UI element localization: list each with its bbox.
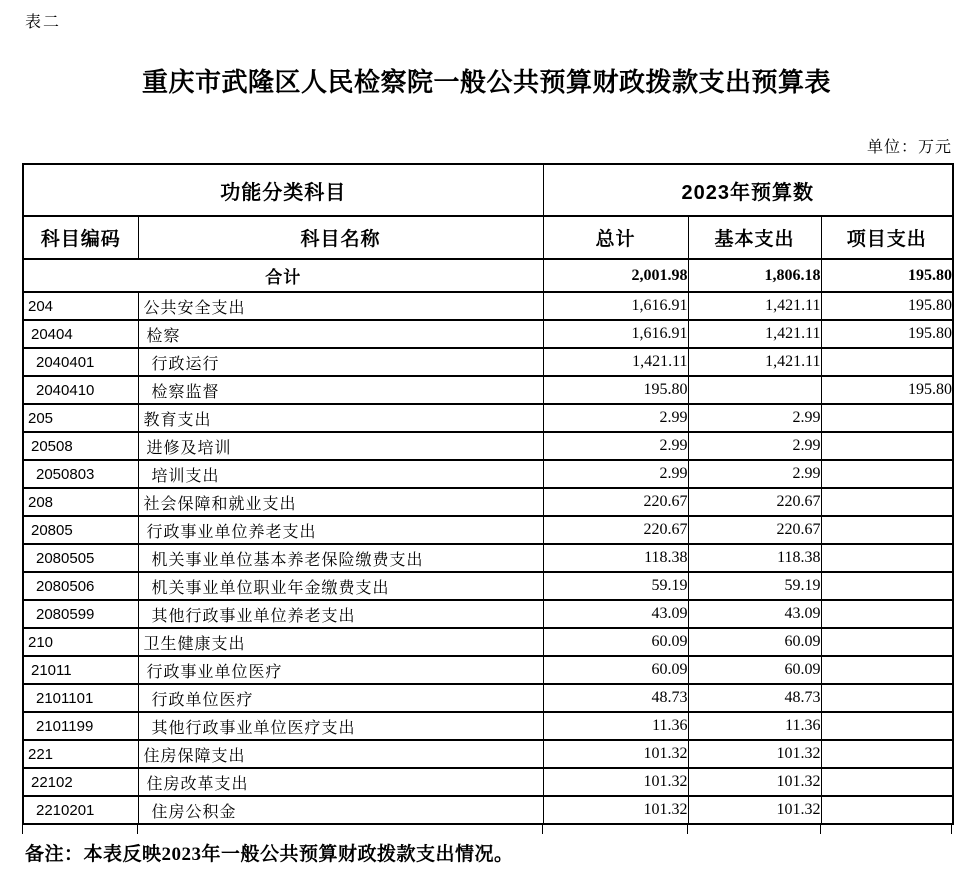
project-cell <box>821 516 953 544</box>
total-cell: 60.09 <box>543 656 688 684</box>
project-cell <box>821 796 953 824</box>
basic-cell: 220.67 <box>688 488 821 516</box>
col-header-project: 项目支出 <box>821 216 953 259</box>
code-cell: 221 <box>23 740 138 768</box>
code-cell: 205 <box>23 404 138 432</box>
col-header-name: 科目名称 <box>138 216 543 259</box>
project-cell <box>821 740 953 768</box>
header-group-function: 功能分类科目 <box>23 164 543 216</box>
code-cell: 2080599 <box>23 600 138 628</box>
basic-cell: 2.99 <box>688 404 821 432</box>
total-cell: 60.09 <box>543 628 688 656</box>
name-cell: 行政单位医疗 <box>138 684 543 712</box>
table-row <box>23 796 953 824</box>
project-cell <box>821 432 953 460</box>
remark: 备注：本表反映2023年一般公共预算财政拨款支出情况。 <box>25 844 514 865</box>
project-cell <box>821 628 953 656</box>
project-cell <box>821 404 953 432</box>
basic-cell: 60.09 <box>688 628 821 656</box>
total-cell: 101.32 <box>543 796 688 824</box>
basic-cell: 59.19 <box>688 572 821 600</box>
project-cell <box>821 544 953 572</box>
name-cell: 行政运行 <box>138 348 543 376</box>
basic-cell: 101.32 <box>688 768 821 796</box>
total-cell: 1,616.91 <box>543 292 688 320</box>
name-cell: 其他行政事业单位养老支出 <box>138 600 543 628</box>
basic-cell: 60.09 <box>688 656 821 684</box>
basic-cell: 101.32 <box>688 740 821 768</box>
name-cell: 卫生健康支出 <box>138 628 543 656</box>
table-bottom-border-stubs <box>22 825 953 834</box>
table-row <box>23 432 953 460</box>
basic-cell: 1,421.11 <box>688 348 821 376</box>
project-cell <box>821 656 953 684</box>
name-cell: 行政事业单位医疗 <box>138 656 543 684</box>
project-cell: 195.80 <box>821 292 953 320</box>
code-cell: 21011 <box>23 656 138 684</box>
table-row <box>23 376 953 404</box>
total-cell: 2,001.98 <box>543 259 688 292</box>
name-cell: 检察监督 <box>138 376 543 404</box>
code-cell: 2050803 <box>23 460 138 488</box>
name-cell: 其他行政事业单位医疗支出 <box>138 712 543 740</box>
project-cell <box>821 684 953 712</box>
name-cell: 机关事业单位职业年金缴费支出 <box>138 572 543 600</box>
project-cell <box>821 348 953 376</box>
table-row <box>23 600 953 628</box>
table-row <box>23 712 953 740</box>
total-cell: 195.80 <box>543 376 688 404</box>
total-cell: 101.32 <box>543 768 688 796</box>
col-header-total: 总计 <box>543 216 688 259</box>
code-cell: 20404 <box>23 320 138 348</box>
table-row <box>23 572 953 600</box>
project-cell: 195.80 <box>821 320 953 348</box>
name-cell: 行政事业单位养老支出 <box>138 516 543 544</box>
total-cell: 1,616.91 <box>543 320 688 348</box>
project-cell <box>821 460 953 488</box>
table-row <box>23 460 953 488</box>
total-cell: 1,421.11 <box>543 348 688 376</box>
total-cell: 43.09 <box>543 600 688 628</box>
code-cell: 204 <box>23 292 138 320</box>
code-cell: 20508 <box>23 432 138 460</box>
table-row <box>23 320 953 348</box>
basic-cell: 2.99 <box>688 460 821 488</box>
table-row <box>23 768 953 796</box>
project-cell <box>821 712 953 740</box>
total-label: 合计 <box>23 259 543 292</box>
col-header-code: 科目编码 <box>23 216 138 259</box>
project-cell: 195.80 <box>821 259 953 292</box>
basic-cell: 101.32 <box>688 796 821 824</box>
name-cell: 社会保障和就业支出 <box>138 488 543 516</box>
basic-cell: 11.36 <box>688 712 821 740</box>
name-cell: 住房保障支出 <box>138 740 543 768</box>
project-cell <box>821 488 953 516</box>
table-body <box>23 259 953 824</box>
name-cell: 进修及培训 <box>138 432 543 460</box>
total-cell: 2.99 <box>543 460 688 488</box>
table-row <box>23 544 953 572</box>
basic-cell: 48.73 <box>688 684 821 712</box>
table-row <box>23 516 953 544</box>
sheet-label: 表二 <box>25 14 62 31</box>
code-cell: 2080506 <box>23 572 138 600</box>
header-group-budget: 2023年预算数 <box>543 164 953 216</box>
code-cell: 2101101 <box>23 684 138 712</box>
basic-cell: 2.99 <box>688 432 821 460</box>
unit-label: 单位：万元 <box>866 139 952 156</box>
name-cell: 教育支出 <box>138 404 543 432</box>
table-row <box>23 488 953 516</box>
table-row <box>23 684 953 712</box>
code-cell: 20805 <box>23 516 138 544</box>
table-row <box>23 740 953 768</box>
project-cell <box>821 600 953 628</box>
total-cell: 220.67 <box>543 488 688 516</box>
table-row <box>23 656 953 684</box>
table-row <box>23 404 953 432</box>
budget-table <box>22 163 954 825</box>
total-cell: 2.99 <box>543 432 688 460</box>
col-header-basic: 基本支出 <box>688 216 821 259</box>
basic-cell: 43.09 <box>688 600 821 628</box>
header-columns-row <box>23 216 953 259</box>
total-cell: 11.36 <box>543 712 688 740</box>
total-cell: 101.32 <box>543 740 688 768</box>
name-cell: 公共安全支出 <box>138 292 543 320</box>
total-cell: 2.99 <box>543 404 688 432</box>
name-cell: 检察 <box>138 320 543 348</box>
basic-cell: 1,421.11 <box>688 292 821 320</box>
project-cell <box>821 572 953 600</box>
name-cell: 住房改革支出 <box>138 768 543 796</box>
project-cell: 195.80 <box>821 376 953 404</box>
total-cell: 118.38 <box>543 544 688 572</box>
table-row <box>23 292 953 320</box>
table-row <box>23 348 953 376</box>
total-cell: 59.19 <box>543 572 688 600</box>
total-cell: 220.67 <box>543 516 688 544</box>
basic-cell: 1,421.11 <box>688 320 821 348</box>
project-cell <box>821 768 953 796</box>
code-cell: 210 <box>23 628 138 656</box>
name-cell: 机关事业单位基本养老保险缴费支出 <box>138 544 543 572</box>
table-row <box>23 628 953 656</box>
total-row <box>23 259 953 292</box>
page-title: 重庆市武隆区人民检察院一般公共预算财政拨款支出预算表 <box>141 67 831 97</box>
code-cell: 2101199 <box>23 712 138 740</box>
name-cell: 住房公积金 <box>138 796 543 824</box>
code-cell: 208 <box>23 488 138 516</box>
total-cell: 48.73 <box>543 684 688 712</box>
code-cell: 2040401 <box>23 348 138 376</box>
code-cell: 2080505 <box>23 544 138 572</box>
code-cell: 2040410 <box>23 376 138 404</box>
basic-cell <box>688 376 821 404</box>
basic-cell: 118.38 <box>688 544 821 572</box>
code-cell: 2210201 <box>23 796 138 824</box>
header-group-row <box>23 164 953 216</box>
basic-cell: 1,806.18 <box>688 259 821 292</box>
code-cell: 22102 <box>23 768 138 796</box>
basic-cell: 220.67 <box>688 516 821 544</box>
name-cell: 培训支出 <box>138 460 543 488</box>
